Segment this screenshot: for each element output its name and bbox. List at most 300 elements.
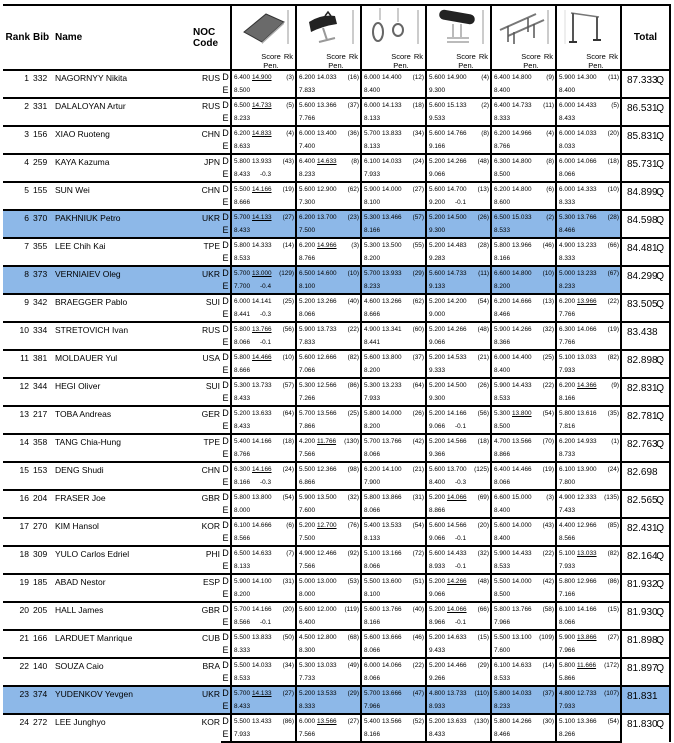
athlete-name: DALALOYAN Artur bbox=[55, 98, 193, 126]
e-score: 7.800 bbox=[559, 479, 575, 486]
score: 12.000 bbox=[317, 606, 337, 613]
e-score: 8.100 bbox=[364, 199, 380, 206]
d-score: 5.600 bbox=[429, 102, 445, 109]
score: 14.733 bbox=[252, 102, 272, 109]
e-score: 8.166 bbox=[234, 479, 250, 486]
e-label: E bbox=[221, 280, 231, 294]
d-score: 5.100 bbox=[364, 550, 380, 557]
d-label: D bbox=[221, 574, 231, 588]
score: 13.366 bbox=[577, 718, 597, 725]
d-score: 5.600 bbox=[429, 550, 445, 557]
total-cell bbox=[621, 210, 670, 238]
apparatus-score-cell bbox=[556, 574, 621, 588]
apparatus-e-cell bbox=[491, 420, 556, 434]
e-score: 8.066 bbox=[494, 479, 510, 486]
score-label: Score bbox=[326, 52, 346, 61]
apparatus-score-cell bbox=[426, 378, 491, 392]
apparatus-rank: (29) bbox=[477, 662, 489, 669]
score: 13.233 bbox=[382, 382, 402, 389]
e-score: 9.300 bbox=[429, 227, 445, 234]
e-score: 8.333 bbox=[299, 703, 315, 710]
apparatus-score-cell bbox=[361, 686, 426, 700]
athlete-name: SUN Wei bbox=[55, 182, 193, 210]
apparatus-e-cell bbox=[556, 336, 621, 350]
apparatus-rank: (32) bbox=[477, 550, 489, 557]
rank-header: Rank bbox=[3, 5, 33, 70]
rank-cell: 4 bbox=[3, 154, 33, 182]
score: 14.033 bbox=[317, 74, 337, 81]
apparatus-e-cell bbox=[556, 672, 621, 686]
score: 13.566 bbox=[382, 718, 402, 725]
d-score: 5.900 bbox=[299, 494, 315, 501]
bib-cell: 156 bbox=[33, 126, 55, 154]
apparatus-e-cell bbox=[556, 280, 621, 294]
score: 14.633 bbox=[512, 662, 532, 669]
total-cell bbox=[621, 378, 670, 406]
score: 14.066 bbox=[447, 606, 467, 613]
score-label: Score bbox=[586, 52, 606, 61]
score: 14.800 bbox=[512, 158, 532, 165]
d-score: 6.000 bbox=[559, 158, 575, 165]
d-score: 6.200 bbox=[494, 186, 510, 193]
e-score: 8.600 bbox=[494, 199, 510, 206]
apparatus-rank: (16) bbox=[347, 74, 359, 81]
table-row bbox=[3, 462, 670, 476]
noc-code: RUS bbox=[193, 322, 221, 350]
d-score: 5.400 bbox=[364, 718, 380, 725]
apparatus-rank: (64) bbox=[282, 410, 294, 417]
apparatus-e-cell bbox=[231, 672, 296, 686]
score: 14.566 bbox=[447, 438, 467, 445]
score: 13.633 bbox=[447, 718, 467, 725]
e-label: E bbox=[222, 421, 229, 431]
apparatus-rank: (14) bbox=[542, 662, 554, 669]
d-score: 6.200 bbox=[494, 130, 510, 137]
penalty: -0.1 bbox=[455, 535, 467, 542]
total-score: 83.438 bbox=[627, 327, 658, 338]
e-score: 9.066 bbox=[429, 423, 445, 430]
score-label: Score bbox=[521, 52, 541, 61]
apparatus-e-cell bbox=[426, 364, 491, 378]
apparatus-score-cell bbox=[361, 490, 426, 504]
d-label: D bbox=[221, 266, 231, 280]
apparatus-e-cell bbox=[296, 672, 361, 686]
d-score: 6.600 bbox=[494, 494, 510, 501]
apparatus-score-cell bbox=[296, 350, 361, 364]
d-score: 5.800 bbox=[494, 690, 510, 697]
noc-code: UKR bbox=[193, 686, 221, 714]
e-score: 6.866 bbox=[299, 479, 315, 486]
total-score: 81.897 bbox=[627, 663, 658, 674]
apparatus-score-cell bbox=[296, 630, 361, 644]
apparatus-score-cell bbox=[296, 602, 361, 616]
d-score: 5.800 bbox=[234, 354, 250, 361]
apparatus-score-cell bbox=[231, 714, 296, 728]
apparatus-e-cell bbox=[426, 336, 491, 350]
e-score: 7.966 bbox=[494, 619, 510, 626]
apparatus-e-cell bbox=[556, 392, 621, 406]
score: 13.800 bbox=[252, 494, 272, 501]
d-score: 5.600 bbox=[429, 186, 445, 193]
e-label: E bbox=[222, 197, 229, 207]
total-cell bbox=[621, 490, 670, 518]
apparatus-e-cell bbox=[491, 336, 556, 350]
d-label: D bbox=[221, 182, 231, 196]
apparatus-e-cell bbox=[231, 224, 296, 238]
apparatus-score-cell bbox=[296, 462, 361, 476]
d-label: D bbox=[221, 462, 231, 476]
d-score: 5.700 bbox=[364, 690, 380, 697]
apparatus-rank: (20) bbox=[607, 130, 619, 137]
score: 14.800 bbox=[512, 74, 532, 81]
apparatus-rank: (57) bbox=[282, 382, 294, 389]
apparatus-e-cell bbox=[296, 532, 361, 546]
score: 13.700 bbox=[317, 214, 337, 221]
apparatus-score-cell bbox=[426, 294, 491, 308]
d-label: D bbox=[221, 490, 231, 504]
score: 13.400 bbox=[317, 130, 337, 137]
e-score: 8.366 bbox=[494, 339, 510, 346]
apparatus-rank: (20) bbox=[477, 522, 489, 529]
e-label: E bbox=[221, 224, 231, 238]
score: 14.100 bbox=[252, 578, 272, 585]
apparatus-rank: (82) bbox=[347, 354, 359, 361]
bib-cell: 272 bbox=[33, 714, 55, 742]
d-score: 5.600 bbox=[299, 102, 315, 109]
apparatus-e-cell bbox=[491, 532, 556, 546]
apparatus-score-cell bbox=[296, 378, 361, 392]
score: 14.666 bbox=[252, 522, 272, 529]
score: 13.966 bbox=[577, 298, 597, 305]
e-label: E bbox=[222, 393, 229, 403]
apparatus-e-cell bbox=[296, 280, 361, 294]
apparatus-e-cell bbox=[231, 392, 296, 406]
e-score: 7.500 bbox=[299, 227, 315, 234]
score: 14.433 bbox=[512, 382, 532, 389]
e-score: 7.300 bbox=[299, 199, 315, 206]
d-score: 6.100 bbox=[559, 606, 575, 613]
e-score: 8.866 bbox=[494, 451, 510, 458]
table-row bbox=[3, 98, 670, 112]
rank-cell: 8 bbox=[3, 266, 33, 294]
score: 14.166 bbox=[252, 186, 272, 193]
apparatus-rank: (54) bbox=[282, 494, 294, 501]
apparatus-rank: (46) bbox=[412, 634, 424, 641]
d-score: 6.400 bbox=[494, 74, 510, 81]
d-score: 5.500 bbox=[299, 466, 315, 473]
score: 15.033 bbox=[512, 214, 532, 221]
apparatus-rank: (62) bbox=[412, 298, 424, 305]
score: 14.033 bbox=[512, 690, 532, 697]
d-score: 6.100 bbox=[559, 466, 575, 473]
e-score: 8.200 bbox=[494, 283, 510, 290]
e-score: 8.866 bbox=[429, 507, 445, 514]
apparatus-e-cell bbox=[426, 700, 491, 714]
noc-code: SUI bbox=[193, 294, 221, 322]
e-score: 8.500 bbox=[494, 171, 510, 178]
apparatus-rank: (23) bbox=[347, 214, 359, 221]
apparatus-score-cell bbox=[491, 434, 556, 448]
e-score: 8.433 bbox=[234, 703, 250, 710]
apparatus-score-cell bbox=[296, 406, 361, 420]
athlete-name: BRAEGGER Pablo bbox=[55, 294, 193, 322]
e-score: 8.533 bbox=[494, 227, 510, 234]
apparatus-e-cell bbox=[231, 588, 296, 602]
apparatus-e-cell bbox=[556, 644, 621, 658]
apparatus-score-cell bbox=[231, 630, 296, 644]
apparatus-rank: (27) bbox=[282, 690, 294, 697]
apparatus-rank: (11) bbox=[478, 270, 489, 277]
total-cell bbox=[621, 462, 670, 490]
score: 13.600 bbox=[382, 578, 402, 585]
e-score: 9.133 bbox=[429, 283, 445, 290]
apparatus-score-cell bbox=[231, 70, 296, 84]
score: 14.400 bbox=[382, 74, 402, 81]
score: 14.900 bbox=[447, 74, 467, 81]
e-score: 7.966 bbox=[559, 647, 575, 654]
apparatus-rank: (56) bbox=[282, 326, 294, 333]
apparatus-e-cell bbox=[491, 392, 556, 406]
score: 14.266 bbox=[512, 718, 532, 725]
apparatus-rank: (27) bbox=[347, 718, 359, 725]
athlete-name: HEGI Oliver bbox=[55, 378, 193, 406]
apparatus-rank: (19) bbox=[542, 466, 554, 473]
apparatus-e-cell bbox=[361, 252, 426, 266]
apparatus-e-cell bbox=[426, 476, 491, 490]
d-score: 6.000 bbox=[364, 662, 380, 669]
apparatus-score-cell bbox=[491, 462, 556, 476]
apparatus-score-cell bbox=[491, 266, 556, 280]
score: 14.000 bbox=[512, 522, 532, 529]
apparatus-rank: (37) bbox=[412, 354, 424, 361]
apparatus-e-cell bbox=[556, 532, 621, 546]
score: 13.766 bbox=[252, 326, 272, 333]
apparatus-e-cell bbox=[426, 672, 491, 686]
apparatus-e-cell bbox=[556, 224, 621, 238]
total-cell bbox=[621, 434, 670, 462]
e-score: 8.200 bbox=[364, 367, 380, 374]
d-score: 5.200 bbox=[429, 494, 445, 501]
table-row bbox=[3, 490, 670, 504]
bib-cell: 332 bbox=[33, 70, 55, 98]
table-row bbox=[3, 126, 670, 140]
apparatus-rank: (5) bbox=[286, 102, 294, 109]
e-score: 9.333 bbox=[429, 367, 445, 374]
apparatus-score-cell bbox=[361, 70, 426, 84]
score: 12.666 bbox=[317, 354, 337, 361]
d-score: 5.900 bbox=[299, 326, 315, 333]
apparatus-e-cell bbox=[491, 308, 556, 322]
score: 12.466 bbox=[317, 550, 337, 557]
score: 13.800 bbox=[382, 354, 402, 361]
apparatus-rank: (12) bbox=[412, 74, 424, 81]
apparatus-e-cell bbox=[491, 448, 556, 462]
total-cell bbox=[621, 350, 670, 378]
e-score: 8.733 bbox=[559, 451, 575, 458]
score: 14.133 bbox=[382, 102, 402, 109]
e-score: 8.766 bbox=[234, 451, 250, 458]
bib-cell: 185 bbox=[33, 574, 55, 602]
parallel-bars-icon bbox=[496, 8, 551, 46]
apparatus-score-cell bbox=[296, 126, 361, 140]
apparatus-score-cell bbox=[556, 630, 621, 644]
apparatus-e-cell bbox=[491, 280, 556, 294]
noc-code: KOR bbox=[193, 518, 221, 546]
total-score: 82.763 bbox=[627, 439, 658, 450]
e-score: 8.300 bbox=[299, 647, 315, 654]
apparatus-rank: (4) bbox=[481, 74, 489, 81]
score: 13.000 bbox=[317, 578, 337, 585]
e-score: 8.433 bbox=[429, 731, 445, 738]
d-score: 6.300 bbox=[559, 326, 575, 333]
d-score: 5.700 bbox=[299, 410, 315, 417]
pen-label: Pen. bbox=[523, 61, 539, 70]
e-score: 8.466 bbox=[494, 311, 510, 318]
e-score: 7.966 bbox=[364, 703, 380, 710]
apparatus-rank: (49) bbox=[347, 662, 359, 669]
d-score: 4.400 bbox=[559, 522, 575, 529]
score: 14.033 bbox=[382, 158, 402, 165]
penalty: -0.1 bbox=[455, 619, 467, 626]
e-score: 7.433 bbox=[559, 507, 575, 514]
penalty: -0.1 bbox=[455, 563, 467, 570]
apparatus-rank: (8) bbox=[481, 130, 489, 137]
apparatus-e-cell bbox=[426, 168, 491, 182]
apparatus-rank: (24) bbox=[412, 158, 424, 165]
e-score: 9.266 bbox=[429, 675, 445, 682]
rank-cell: 20 bbox=[3, 602, 33, 630]
d-score: 5.300 bbox=[364, 214, 380, 221]
apparatus-e-cell bbox=[491, 252, 556, 266]
apparatus-e-cell bbox=[231, 728, 296, 742]
rank-cell: 11 bbox=[3, 350, 33, 378]
total-cell bbox=[621, 154, 670, 182]
apparatus-e-cell bbox=[361, 392, 426, 406]
d-score: 6.600 bbox=[494, 270, 510, 277]
e-score: 8.566 bbox=[559, 535, 575, 542]
apparatus-score-cell bbox=[491, 518, 556, 532]
score: 13.566 bbox=[512, 438, 532, 445]
apparatus-e-cell bbox=[231, 84, 296, 98]
apparatus-e-cell bbox=[426, 196, 491, 210]
apparatus-rank: (58) bbox=[542, 606, 554, 613]
apparatus-rank: (86) bbox=[347, 382, 359, 389]
score: 14.033 bbox=[252, 662, 272, 669]
noc-code: JPN bbox=[193, 154, 221, 182]
score: 14.100 bbox=[382, 466, 402, 473]
qualified-mark: Q bbox=[656, 439, 664, 450]
apparatus-e-cell bbox=[556, 588, 621, 602]
noc-code: UKR bbox=[193, 266, 221, 294]
apparatus-rank: (54) bbox=[412, 522, 424, 529]
apparatus-rank: (86) bbox=[607, 578, 619, 585]
score: 13.266 bbox=[317, 298, 337, 305]
d-score: 5.600 bbox=[429, 522, 445, 529]
apparatus-score-cell bbox=[426, 462, 491, 476]
total-score: 85.831 bbox=[627, 131, 658, 142]
total-score: 82.164 bbox=[627, 551, 658, 562]
score: 14.533 bbox=[447, 354, 467, 361]
apparatus-header-floor bbox=[231, 5, 296, 70]
apparatus-e-cell bbox=[231, 112, 296, 126]
e-score: 8.333 bbox=[234, 647, 250, 654]
d-label: D bbox=[221, 434, 231, 448]
score: 14.633 bbox=[317, 158, 337, 165]
score: 14.700 bbox=[447, 186, 467, 193]
apparatus-score-cell bbox=[426, 266, 491, 280]
rank-cell: 17 bbox=[3, 518, 33, 546]
d-score: 5.900 bbox=[494, 550, 510, 557]
penalty: -0.1 bbox=[260, 339, 272, 346]
apparatus-score-cell bbox=[491, 182, 556, 196]
bib-cell: 270 bbox=[33, 518, 55, 546]
e-label: E bbox=[221, 728, 231, 742]
apparatus-score-cell bbox=[296, 98, 361, 112]
apparatus-score-cell bbox=[556, 714, 621, 728]
apparatus-rank: (109) bbox=[539, 634, 554, 641]
apparatus-score-cell bbox=[556, 70, 621, 84]
apparatus-score-cell bbox=[361, 266, 426, 280]
score: 15.133 bbox=[447, 102, 467, 109]
apparatus-score-cell bbox=[491, 602, 556, 616]
apparatus-rank: (62) bbox=[347, 186, 359, 193]
apparatus-rank: (43) bbox=[282, 158, 294, 165]
apparatus-score-cell bbox=[361, 322, 426, 336]
apparatus-e-cell bbox=[361, 168, 426, 182]
d-score: 5.700 bbox=[234, 214, 250, 221]
d-score: 5.200 bbox=[299, 690, 315, 697]
athlete-name: NAGORNYY Nikita bbox=[55, 70, 193, 98]
e-score: 8.666 bbox=[364, 311, 380, 318]
score: 14.766 bbox=[447, 130, 467, 137]
apparatus-e-cell bbox=[361, 112, 426, 126]
e-score: 6.400 bbox=[299, 619, 315, 626]
qualified-mark: Q bbox=[656, 299, 664, 310]
rings-icon bbox=[366, 8, 421, 46]
apparatus-rank: (129) bbox=[279, 270, 294, 277]
apparatus-rank: (70) bbox=[542, 438, 554, 445]
apparatus-score-cell bbox=[231, 98, 296, 112]
apparatus-score-cell bbox=[361, 154, 426, 168]
apparatus-rank: (18) bbox=[477, 438, 489, 445]
score: 13.233 bbox=[577, 242, 597, 249]
athlete-name: VERNIAIEV Oleg bbox=[55, 266, 193, 294]
apparatus-rank: (125) bbox=[474, 466, 489, 473]
apparatus-score-cell bbox=[491, 378, 556, 392]
qualified-mark: Q bbox=[656, 663, 664, 674]
apparatus-e-cell bbox=[296, 112, 361, 126]
d-score: 5.500 bbox=[234, 718, 250, 725]
apparatus-e-cell bbox=[426, 140, 491, 154]
d-score: 5.300 bbox=[234, 382, 250, 389]
e-score: 9.066 bbox=[429, 535, 445, 542]
d-score: 5.200 bbox=[429, 410, 445, 417]
apparatus-score-cell bbox=[296, 714, 361, 728]
score: 15.000 bbox=[512, 494, 532, 501]
e-score: 9.283 bbox=[429, 255, 445, 262]
table-row bbox=[3, 434, 670, 448]
apparatus-rank: (34) bbox=[282, 662, 294, 669]
apparatus-e-cell bbox=[426, 224, 491, 238]
score: 14.066 bbox=[577, 326, 597, 333]
e-score: 8.200 bbox=[364, 423, 380, 430]
score: 13.833 bbox=[382, 130, 402, 137]
total-score: 81.932 bbox=[627, 579, 658, 590]
noc-code: KOR bbox=[193, 714, 221, 742]
score: 14.466 bbox=[447, 662, 467, 669]
apparatus-rank: (27) bbox=[607, 634, 619, 641]
athlete-name: HALL James bbox=[55, 602, 193, 630]
